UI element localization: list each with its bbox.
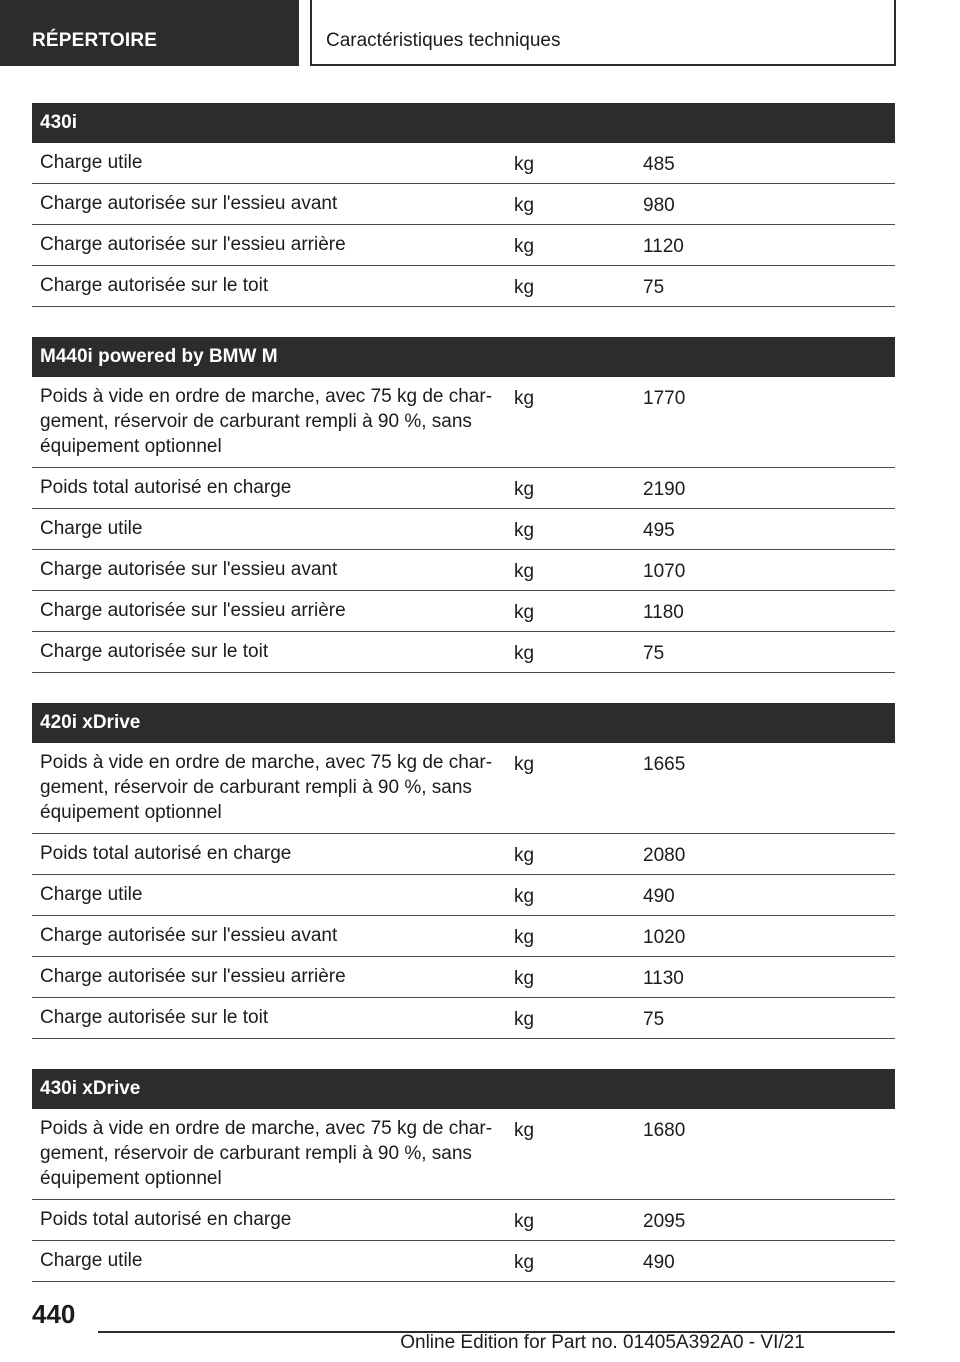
- row-value: 490: [643, 1252, 675, 1273]
- row-unit: kg: [514, 845, 535, 866]
- row-label: Poids total autorisé en charge: [40, 477, 292, 498]
- section-title: 430i: [32, 103, 895, 143]
- row-unit: kg: [514, 154, 535, 175]
- row-label: Charge autorisée sur le toit: [40, 275, 269, 296]
- table-row: [32, 1109, 895, 1200]
- chapter-title: Caractéristiques techniques: [310, 0, 896, 66]
- row-label: Poids total autorisé en charge: [40, 1209, 292, 1230]
- table-row: [32, 591, 895, 632]
- row-label: Charge utile: [40, 518, 143, 539]
- row-value: 485: [643, 154, 675, 175]
- row-value: 980: [643, 195, 675, 216]
- section-tab: RÉPERTOIRE: [0, 0, 299, 66]
- row-label: Charge utile: [40, 152, 143, 173]
- row-value: 1180: [643, 602, 684, 623]
- row-unit: kg: [514, 1120, 535, 1141]
- page-number: 440: [32, 1299, 76, 1329]
- row-label: Poids à vide en ordre de marche, avec 75 kg de char‐ gement, réservoir de carburant rempli à 90 %, sans équipement optionnel: [40, 1118, 493, 1189]
- row-value: 75: [643, 277, 665, 298]
- row-unit: kg: [514, 754, 535, 775]
- row-value: 1120: [643, 236, 684, 257]
- table-row: [32, 550, 895, 591]
- table-row: [32, 632, 895, 673]
- table-row: [32, 184, 895, 225]
- row-unit: kg: [514, 968, 535, 989]
- row-value: 1680: [643, 1120, 686, 1141]
- row-value: 490: [643, 886, 675, 907]
- row-value: 1665: [643, 754, 686, 775]
- row-label: Charge autorisée sur le toit: [40, 641, 269, 662]
- page-header: [0, 0, 960, 66]
- table-row: [32, 875, 895, 916]
- spec-tables: [32, 103, 895, 1312]
- row-value: 2080: [643, 845, 686, 866]
- row-unit: kg: [514, 479, 535, 500]
- row-unit: kg: [514, 1009, 535, 1030]
- table-row: [32, 834, 895, 875]
- row-unit: kg: [514, 1211, 535, 1232]
- row-unit: kg: [514, 277, 535, 298]
- row-label: Charge autorisée sur le toit: [40, 1007, 269, 1028]
- row-value: 2095: [643, 1211, 686, 1232]
- spec-section: [32, 703, 895, 1039]
- row-value: 75: [643, 1009, 665, 1030]
- row-unit: kg: [514, 520, 535, 541]
- row-label: Poids à vide en ordre de marche, avec 75 kg de char‐ gement, réservoir de carburant rempli à 90 %, sans équipement optionnel: [40, 386, 493, 457]
- table-row: [32, 1241, 895, 1282]
- table-row: [32, 509, 895, 550]
- row-unit: kg: [514, 236, 535, 257]
- section-title: 420i xDrive: [32, 703, 895, 743]
- row-value: 2190: [643, 479, 686, 500]
- spec-section: [32, 1069, 895, 1282]
- table-row: [32, 143, 895, 184]
- row-label: Charge autorisée sur l'essieu avant: [40, 925, 338, 946]
- table-row: [32, 998, 895, 1039]
- row-label: Charge autorisée sur l'essieu avant: [40, 193, 338, 214]
- row-unit: kg: [514, 1252, 535, 1273]
- table-row: [32, 1200, 895, 1241]
- row-label: Charge utile: [40, 1250, 143, 1271]
- spec-section: [32, 103, 895, 307]
- row-label: Poids à vide en ordre de marche, avec 75 kg de char‐ gement, réservoir de carburant rempli à 90 %, sans équipement optionnel: [40, 752, 493, 823]
- section-title: M440i powered by BMW M: [32, 337, 895, 377]
- row-unit: kg: [514, 388, 535, 409]
- table-row: [32, 225, 895, 266]
- row-unit: kg: [514, 195, 535, 216]
- row-value: 1770: [643, 388, 686, 409]
- table-row: [32, 916, 895, 957]
- row-value: 75: [643, 643, 665, 664]
- edition-note: Online Edition for Part no. 01405A392A0 - VI/21: [400, 1332, 805, 1353]
- table-row: [32, 468, 895, 509]
- row-label: Charge autorisée sur l'essieu arrière: [40, 600, 346, 621]
- row-label: Charge autorisée sur l'essieu arrière: [40, 234, 346, 255]
- row-value: 1020: [643, 927, 686, 948]
- table-row: [32, 957, 895, 998]
- row-unit: kg: [514, 927, 535, 948]
- row-unit: kg: [514, 561, 535, 582]
- row-label: Charge autorisée sur l'essieu arrière: [40, 966, 346, 987]
- row-value: 1130: [643, 968, 684, 989]
- table-row: [32, 266, 895, 307]
- row-label: Poids total autorisé en charge: [40, 843, 292, 864]
- table-row: [32, 743, 895, 834]
- section-title: 430i xDrive: [32, 1069, 895, 1109]
- row-label: Charge autorisée sur l'essieu avant: [40, 559, 338, 580]
- row-unit: kg: [514, 643, 535, 664]
- row-value: 495: [643, 520, 675, 541]
- row-label: Charge utile: [40, 884, 143, 905]
- row-unit: kg: [514, 886, 535, 907]
- row-value: 1070: [643, 561, 686, 582]
- row-unit: kg: [514, 602, 535, 623]
- spec-section: [32, 337, 895, 673]
- table-row: [32, 377, 895, 468]
